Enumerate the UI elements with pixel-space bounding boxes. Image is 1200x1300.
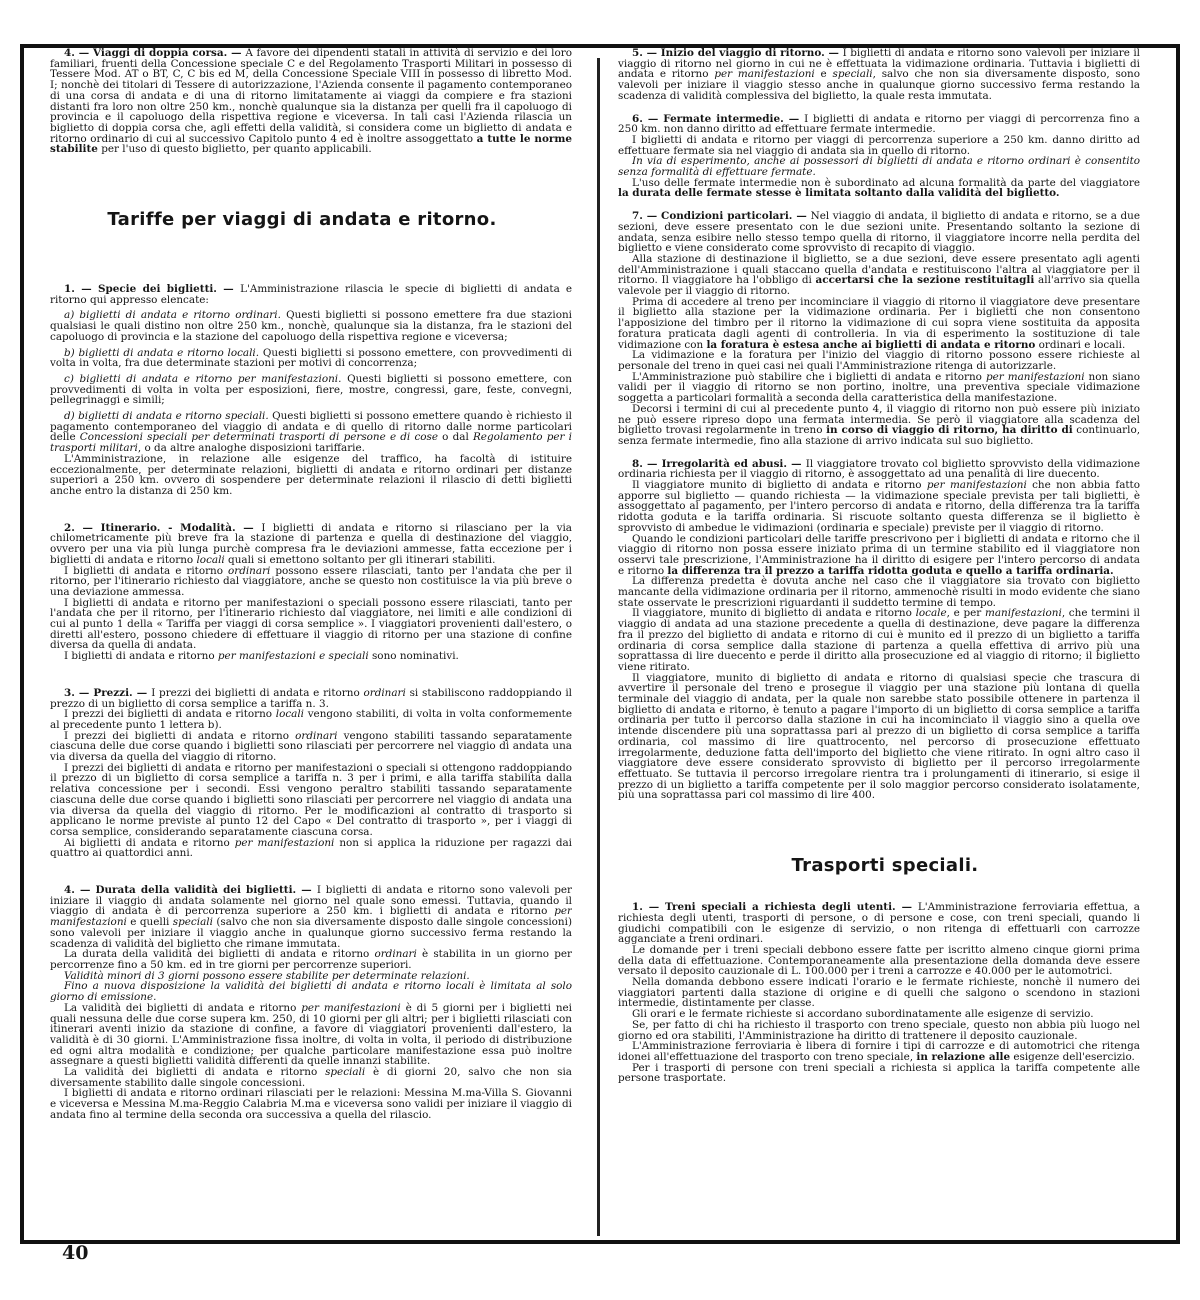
paragraph: [50, 838, 572, 859]
paragraph: [618, 178, 1140, 199]
paragraph: [618, 404, 1140, 447]
column-divider: [597, 58, 600, 1236]
bold-text: 4. — Viaggi di doppia corsa. —: [64, 48, 246, 59]
paragraph: [50, 1088, 572, 1120]
paragraph: [618, 480, 1140, 534]
paragraph: [50, 454, 572, 497]
text: e: [814, 68, 833, 81]
paragraph: [618, 608, 1140, 672]
text: , o da altre analoghe disposizioni tariffarie.: [137, 442, 365, 455]
paragraph: [50, 763, 572, 838]
text: I biglietti di andata e ritorno: [64, 650, 218, 663]
paragraph: [618, 1041, 1140, 1062]
paragraph: [50, 566, 572, 598]
bold-text: 4. — Durata della validità dei biglietti. —: [64, 884, 317, 897]
bold-text: la differenza tra il prezzo a tariffa ridotta goduta e quello a tariffa ordinaria.: [667, 564, 1114, 577]
italic-text: locali: [196, 553, 225, 566]
paragraph: [50, 651, 572, 662]
italic-text: Fino a nuova disposizione la validità dei biglietti di andata e ritorno locali è limitata al solo giorno di emissione.: [50, 980, 572, 1004]
italic-text: locali: [275, 708, 304, 721]
italic-text: a) biglietti di andata e ritorno ordinari.: [64, 309, 281, 322]
text: , salvo che non sia diversamente disposto, sono valevoli per iniziare il viaggio stesso anche in qualunque giorno successivo ferma restando la scadenza di validità complessiva del biglietto, la quale resta immutata.: [618, 68, 1140, 102]
text: I biglietti di andata e ritorno ordinari rilasciati per le relazioni: Messina M.ma-Villa S. Giovanni e viceversa e Messina M.ma-Reggio Calabria M.ma e viceversa sono validi per iniziare il viaggio di andata fino al termine della seconda ora successiva a quella del rilascio.: [50, 1087, 572, 1121]
page-number: 40: [62, 1242, 89, 1264]
paragraph: [50, 48, 572, 155]
text: Prima di accedere al treno per incominciare il viaggio di ritorno il viaggiatore deve presentare il biglietto alla stazione per la vidimazione ordinaria. Per i biglietti che non consentono l'apposizione del timbro per il ritorno la vidimazione di cui sopra viene sostituita da apposita foratura praticata dagli agenti di controlleria. In via di esperimento la sostituzione di tale vidimazione con: [618, 295, 1140, 351]
text: Nella domanda debbono essere indicati l'orario e le fermate richieste, nonchè il numero dei viaggiatori partenti dalla stazione di origine e di quelli che salgono o scendono in stazioni intermedie, distintamente per classe.: [618, 976, 1140, 1010]
italic-text: speciali: [325, 1066, 366, 1079]
text: I biglietti di andata e ritorno sono valevoli per iniziare il viaggio di ritorno nel giorno in cui ne è effettuata la vidimazione ordinaria. Tuttavia i biglietti di andata e ritorno: [618, 48, 1140, 81]
text: Il viaggiatore, munito di biglietto di andata e ritorno di qualsiasi specie che trascura di avvertire il personale del treno e prosegue il viaggio per una stazione più lontana di quella terminale del viaggio di andata, per la quale non sarebbe stato possibile ottenere in partenza il biglietto di andata e ritorno, è tenuto a pagare l'importo di un biglietto di corsa semplice a tariffa ordinaria per tutto il percorso dalla stazione in cui ha incominciato il viaggio sino a quella ove intende discendere più una soprattassa pari al prezzo di un biglietto di corsa semplice a tariffa ordinaria, col massimo di lire quattrocento, nel percorso di prosecuzione effettuato irregolarmente, deduzione fatta dell'importo del biglietto che viene ritirato. In ogni altro caso il viaggiatore deve essere considerato sprovvisto di biglietto per il percorso irregolarmente effettuato. Se tuttavia il percorso irregolare rientra tra i prolungamenti di itinerario, si esige il prezzo di un biglietto a tariffa competente per il solo maggior percorso considerato isolatamente, più una soprattassa pari col massimo di lire 400.: [618, 671, 1140, 802]
bold-text: accertarsi che la sezione restituitagli: [815, 274, 1035, 287]
text: I biglietti di andata e ritorno per viaggi di percorrenza fino a 250 km. non danno diritto ad effettuare fermate intermedie.: [618, 112, 1140, 136]
section-title: Trasporti speciali.: [791, 855, 979, 877]
text: all'arrivo sia quella valevole per il viaggio di ritorno.: [618, 274, 1140, 298]
section-title: Tariffe per viaggi di andata e ritorno.: [107, 209, 497, 231]
paragraph-spacer: [50, 859, 572, 885]
italic-text: ordinari: [363, 686, 406, 699]
italic-text: per manifestazioni: [301, 1001, 401, 1014]
title-spacer: [50, 230, 572, 284]
paragraph: [50, 523, 572, 566]
italic-text: per manifestazioni: [714, 68, 815, 81]
bold-text: 3. — Prezzi. —: [64, 686, 152, 699]
italic-text: d) biglietti di andata e ritorno speciali.: [64, 410, 269, 423]
text: esigenze dell'esercizio.: [1010, 1050, 1135, 1063]
paragraph: [50, 981, 572, 1002]
paragraph: [50, 1067, 572, 1088]
text: sono nominativi.: [368, 650, 459, 663]
paragraph: [50, 411, 572, 454]
text: La validità dei biglietti di andata e ritorno: [64, 1001, 302, 1014]
text: L'uso delle fermate intermedie non è subordinato ad alcuna formalità da parte del viaggiatore: [632, 176, 1140, 189]
text: è di 5 giorni per i biglietti nei quali nessuna delle due corse supera km. 250, di 10 giorni per gli altri; per i biglietti rilasciati con itinerari aventi inizio da stazione di confine, a favore di viaggiatori provenienti dall'estero, la validità è di 30 giorni. L'Amministrazione fissa inoltre, di volta in volta, il periodo di distribuzione ed ogni altra modalità e condizione; per qualche particolare manifestazione essa può inoltre assegnare a questi biglietti validità differenti da quelle innanzi stabilite.: [50, 1001, 572, 1068]
italic-text: Regolamento per i trasporti militari: [50, 431, 572, 455]
paragraph: [618, 297, 1140, 351]
text: A favore dei dipendenti statali in attività di servizio e dei loro familiari, fruenti della Concessione speciale C e del Regolamento Trasporti Militari in possesso di Tessere Mod. AT o BT, C, C bis ed M, della Concessione Speciale VIII in possesso di libretto Mod. I; nonchè dei titolari di Tessere di autorizzazione, l'Azienda consente il pagamento contemporaneo di una corsa di andata e di una di ritorno limitatamente ai viaggi da compiere e fra stazioni distanti fra loro non oltre 250 km., nonchè qualunque sia la distanza per quelli fra il capoluogo di provincia e il capoluogo della rispettiva regione e viceversa. In tali casi l'Azienda rilascia un biglietto di doppia corsa che, agli effetti della validità, si considera come un biglietto di andata e ritorno ordinario di cui al successivo Capitolo punto 4 ed è inoltre assoggettato: [50, 48, 572, 145]
paragraph: [50, 1003, 572, 1067]
paragraph-spacer: [50, 497, 572, 523]
italic-text: ordinari: [227, 564, 271, 577]
text: (salvo che non sia diversamente disposto dalle singole concessioni) sono valevoli per iniziare il viaggio anche in qualunque giorno successivo ferma restando la scadenza di validità del biglietto che rimane immutata.: [50, 916, 572, 950]
bold-text: la durata delle fermate stesse è limitata soltanto dalla validità del biglietto.: [618, 187, 1060, 200]
paragraph: [618, 372, 1140, 404]
paragraph: [50, 348, 572, 369]
text: Il viaggiatore munito di biglietto di andata e ritorno: [632, 479, 927, 492]
text: La validità dei biglietti di andata e ritorno: [64, 1066, 326, 1079]
paragraph: [618, 156, 1140, 177]
text: Il viaggiatore, munito di biglietto di andata e ritorno: [632, 607, 916, 620]
paragraph: [50, 709, 572, 730]
text: Ai biglietti di andata e ritorno: [64, 836, 235, 849]
italic-text: ordinari: [374, 948, 417, 961]
text: La differenza predetta è dovuta anche nel caso che il viaggiatore sia trovato con biglietto mancante della vidimazione ordinaria per il ritorno, ammenochè risulti in modo evidente che siano state osservate le prescrizioni riguardanti il suddetto termine di tempo.: [618, 575, 1140, 609]
title-spacer: [618, 876, 1140, 902]
paragraph: [50, 310, 572, 342]
paragraph: [50, 885, 572, 949]
text: Le domande per i treni speciali debbono essere fatte per iscritto almeno cinque giorni prima della data di effettuazione. Contemporaneamente alla presentazione della domanda deve essere versato il deposito cauzionale di L. 100.000 per i treni a carrozze e 40.000 per le automotrici.: [618, 943, 1140, 978]
paragraph: [618, 945, 1140, 977]
text: Se, per fatto di chi ha richiesto il trasporto con treno speciale, questo non abbia più luogo nel giorno ed ora stabiliti, l'Amministrazione ha diritto di trattenere il deposito cauzionale.: [618, 1018, 1140, 1042]
paragraph: [618, 534, 1140, 577]
text: vengono stabiliti, di volta in volta conformemente al precedente punto 1 lettera b).: [50, 708, 572, 731]
text: I biglietti di andata e ritorno per manifestazioni o speciali possono essere rilasciati, tanto per l'andata che per il ritorno, per l'itinerario richiesto dal viaggiatore, nei limiti e alle condizioni di cui al punto 1 della « Tariffa per viaggi di corsa semplice ». I viaggiatori provenienti dall'estero, o diretti all'estero, possono chiedere di effettuare il viaggio di ritorno per una stazione di confine diversa da quella di andata.: [50, 596, 572, 652]
title-spacer: [50, 155, 572, 209]
text: L'Amministrazione ferroviaria è libera di fornire i tipi di carrozze e di automotrici che ritenga idonei all'effettuazione del trasporto con treno speciale,: [618, 1040, 1140, 1063]
text: Gli orari e le fermate richieste si accordano subordinatamente alle esigenze di servizio.: [632, 1008, 1094, 1021]
text: che non abbia fatto apporre sul biglietto — quando richiesta — la vidimazione speciale prevista per tali biglietti, è assoggettato al pagamento, per l'intero percorso di andata e ritorno, della differenza tra la tariffa ridotta goduta e la tariffa ordinaria. Si riscuote soltanto questa differenza se il biglietto è sprovvisto di ambedue le vidimazioni (ordinaria e speciale) previste per il viaggio di ritorno.: [618, 479, 1140, 534]
text: I prezzi dei biglietti di andata e ritorno: [151, 686, 364, 699]
italic-text: speciali: [832, 68, 873, 81]
italic-text: per manifestazioni: [926, 479, 1027, 492]
paragraph: [618, 977, 1140, 1009]
text: Per i trasporti di persone con treni speciali a richiesta si applica la tariffa competente alle persone trasportate.: [618, 1061, 1140, 1085]
italic-text: c) biglietti di andata e ritorno per manifestazioni.: [64, 372, 342, 385]
text: Alla stazione di destinazione il biglietto, se a due sezioni, deve essere presentato agli agenti dell'Amministrazione i quali staccano quella d'andata e restituiscono l'altra al viaggiatore per il ritorno. Il viaggiatore ha l'obbligo di: [618, 252, 1140, 287]
italic-text: per manifestazioni: [985, 370, 1085, 383]
paragraph: [618, 1020, 1140, 1041]
text: I biglietti di andata e ritorno per viaggi di percorrenza superiore a 250 km. danno diritto ad effettuare fermate sia nel viaggio di andata sia in quello di ritorno.: [618, 133, 1140, 157]
text: è di giorni 20, salvo che non sia diversamente stabilito dalle singole concessioni.: [50, 1066, 572, 1089]
paragraph: [50, 284, 572, 305]
text: , che termini il viaggio di andata ad una stazione precedente a quella di destinazione, deve pagare la differenza fra il prezzo del biglietto di andata e ritorno di cui è munito ed il prezzo di un biglietto a tariffa ordinaria di corsa semplice dalla stazione di partenza a quella effettiva di arrivo più una soprattassa di lire duecento e perde il diritto alla prosecuzione ed al viaggio di ritorno; il biglietto viene ritirato.: [618, 607, 1140, 673]
bold-text: 6. — Fermate intermedie. —: [632, 112, 805, 125]
paragraph: [618, 211, 1140, 254]
bold-text: 1. — Specie dei biglietti. —: [64, 283, 241, 296]
text: L'Amministrazione, in relazione alle esigenze del traffico, ha facoltà di istituire eccezionalmente, per determinate relazioni, biglietti di andata e ritorno ordinari per distanze superiori a 250 km. ovvero di sospendere per determinate relazioni il rilascio di detti biglietti anche entro la distanza di 250 km.: [50, 452, 572, 497]
text: possono essere rilasciati, tanto per l'andata che per il ritorno, per l'itinerario richiesto dal viaggiatore, anche se questo non costituisce la via più breve o una deviazione ammessa.: [50, 564, 572, 598]
text: I biglietti di andata e ritorno si rilasciano per la via chilometricamente più breve fra la stazione di partenza e quella di destinazione del viaggio, ovvero per una via più lunga purchè compresa fra le deviazioni ammesse, fatta eccezione per i biglietti di andata e ritorno: [50, 521, 572, 566]
text: , e per: [946, 607, 985, 620]
text: L'Amministrazione può stabilire che i biglietti di andata e ritorno: [632, 370, 986, 383]
text: L'Amministrazione ferroviaria effettua, a richiesta degli utenti, trasporti di persone, o di persone e cose, con treni speciali, quando li giudichi compatibili con le esigenze di servizio, o non ritenga di effettuarli con carrozze agganciate a treni ordinari.: [618, 901, 1140, 946]
bold-text: 7. — Condizioni particolari. —: [632, 210, 811, 223]
bold-text: 2. — Itinerario. - Modalità. —: [64, 521, 262, 534]
text: La vidimazione e la foratura per l'inizio del viaggio di ritorno possono essere richieste al personale del treno in quei casi nei quali l'Amministrazione ritenga di autorizzarle.: [618, 349, 1140, 372]
text: I prezzi dei biglietti di andata e ritorno per manifestazioni o speciali si ottengono raddoppiando il prezzo di un biglietto di corsa semplice a tariffa n. 3 per i primi, e alla tariffa stabilita dalla relativa concessione per i secondi. Essi vengono peraltro stabiliti tassando separatamente ciascuna delle due corse quando i biglietti sono rilasciati per percorrere nel viaggio di andata una via diversa da quella del viaggio di ritorno. Per le modificazioni al contratto di trasporto si applicano le norme previste al punto 12 del Capo « Del contratto di trasporto », per i viaggi di corsa semplice, considerando separatamente ciascuna corsa.: [50, 761, 572, 838]
paragraph: [618, 135, 1140, 156]
paragraph: [618, 1063, 1140, 1084]
paragraph: [618, 114, 1140, 135]
text: Il viaggiatore trovato col biglietto sprovvisto della vidimazione ordinaria richiesta per il viaggio di ritorno, è assoggettato ad una penalità di lire duecento.: [618, 457, 1140, 481]
bold-text: 1. — Treni speciali a richiesta degli utenti. —: [632, 901, 918, 914]
text: quali si emettono soltanto per gli itinerari stabiliti.: [224, 553, 496, 566]
italic-text: In via di esperimento, anche ai possessori di biglietti di andata e ritorno ordinari è consentito senza formalità di effettuare fermate.: [618, 155, 1140, 179]
text: Questi biglietti si possono emettere, con provvedimenti di volta in volta per esposizioni, fiere, mostre, congressi, gare, feste, convegni, pellegrinaggi e simili;: [50, 372, 572, 407]
text: La durata della validità dei biglietti di andata e ritorno: [64, 948, 375, 961]
text: I prezzi dei biglietti di andata e ritorno: [64, 708, 276, 721]
italic-text: speciali: [172, 916, 213, 929]
bold-text: 5. — Inizio del viaggio di ritorno. —: [632, 48, 843, 59]
text: Nel viaggio di andata, il biglietto di andata e ritorno, se a due sezioni, deve essere presentato con le due sezioni unite. Presentando soltanto la sezione di andata, senza esibire nello stesso tempo quella di ritorno, il viaggiatore incorre nella perdita del biglietto e viene considerato come sprovvisto di recapito di viaggio.: [618, 210, 1140, 255]
text: Questi biglietti si possono emettere quando è richiesto il pagamento contemporaneo del viaggio di andata e di quello di ritorno dalle norme particolari delle: [50, 410, 572, 444]
text: I prezzi dei biglietti di andata e ritorno: [64, 729, 296, 742]
text: non siano validi per il viaggio di ritorno se non portino, inoltre, una preventiva speciale vidimazione soggetta a particolari formalità a seconda della caratteristica della manifestazione.: [618, 370, 1140, 405]
bold-text: in corso di viaggio di ritorno, ha diritto di: [826, 424, 1073, 437]
bold-text: 8. — Irregolarità ed abusi. —: [632, 457, 806, 470]
italic-text: per manifestazioni: [50, 905, 572, 929]
text: e quelli: [126, 916, 173, 929]
paragraph: [618, 350, 1140, 371]
paragraph: [618, 254, 1140, 297]
italic-text: locale: [915, 607, 947, 620]
italic-text: manifestazioni: [984, 607, 1062, 620]
text: Quando le condizioni particolari delle tariffe prescrivono per i biglietti di andata e ritorno che il viaggio di ritorno non possa essere iniziato prima di un termine stabilito ed il viaggiatore non osservi tale prescrizione, l'Amministrazione ha il diritto di esigere per l'intero percorso di andata e ritorno: [618, 532, 1140, 577]
bold-text: in relazione alle: [916, 1050, 1011, 1063]
text: Decorsi i termini di cui al precedente punto 4, il viaggio di ritorno non può essere più iniziato ne può essere ripreso dopo una fermata intermedia. Se però il viaggiatore alla scadenza del biglietto trovasi regolarmente in treno: [618, 402, 1140, 437]
paragraph: [618, 459, 1140, 480]
bold-text: la foratura è estesa anche ai biglietti di andata e ritorno: [706, 338, 1036, 351]
text: si stabiliscono raddoppiando il prezzo di un biglietto di corsa semplice a tariffa n. 3.: [50, 686, 572, 710]
title-spacer: [618, 801, 1140, 855]
text: continuarlo, senza fermate intermedie, fino alla stazione di arrivo indicata sul suo biglietto.: [618, 424, 1140, 447]
text: o dal: [438, 431, 473, 444]
bold-text: a tutte le norme stabilite: [50, 132, 572, 156]
text: ordinari e locali.: [1035, 338, 1126, 351]
text: non si applica la riduzione per ragazzi dai quattro ai quattordici anni.: [50, 836, 572, 860]
text: Questi biglietti si possono emettere fra due stazioni qualsiasi le quali distino non oltre 250 km., nonchè, qualunque sia la distanza, fra le stazioni del capoluogo di provincia e la stazione del capoluogo della rispettiva regione e viceversa;: [50, 309, 572, 343]
paragraph: [50, 949, 572, 970]
text: L'Amministrazione rilascia le specie di biglietti di andata e ritorno qui appresso elencate:: [50, 283, 572, 306]
paragraph: [618, 48, 1140, 102]
paragraph-spacer: [50, 662, 572, 688]
italic-text: per manifestazioni e speciali: [217, 650, 369, 663]
paragraph: [50, 598, 572, 652]
paragraph: [618, 576, 1140, 608]
paragraph: [618, 902, 1140, 945]
paragraph: [50, 374, 572, 406]
right-column: [618, 48, 1140, 1238]
text: è stabilita in un giorno per percorrenze fino a 50 km. ed in tre giorni per percorrenze superiori.: [50, 948, 572, 971]
text: vengono stabiliti tassando separatamente ciascuna delle due corse quando i biglietti sono rilasciati per percorrere nel viaggio di andata una via diversa da quella del viaggio di ritorno.: [50, 729, 572, 764]
text: Questi biglietti si possono emettere, con provvedimenti di volta in volta, fra due determinate stazioni per motivi di concorrenza;: [50, 346, 572, 370]
text: per l'uso di questo biglietto, per quanto applicabili.: [97, 143, 372, 156]
text: I biglietti di andata e ritorno: [64, 564, 228, 577]
paragraph: [618, 673, 1140, 801]
text: I biglietti di andata e ritorno sono valevoli per iniziare il viaggio di andata solamente nel giorno nel quale sono emessi. Tuttavia, quando il viaggio di andata è di percorrenza superiore a 250 km. i biglietti di andata e ritorno: [50, 884, 572, 918]
italic-text: per manifestazioni: [234, 836, 335, 849]
italic-text: Validità minori di 3 giorni possono essere stabilite per determinate relazioni.: [64, 969, 470, 982]
italic-text: Concessioni speciali per determinati trasporti di persone e di cose: [79, 431, 438, 444]
paragraph: [50, 688, 572, 709]
paragraph: [50, 731, 572, 763]
italic-text: ordinari: [295, 729, 338, 742]
left-column: [50, 48, 572, 1238]
italic-text: b) biglietti di andata e ritorno locali.: [64, 346, 260, 359]
